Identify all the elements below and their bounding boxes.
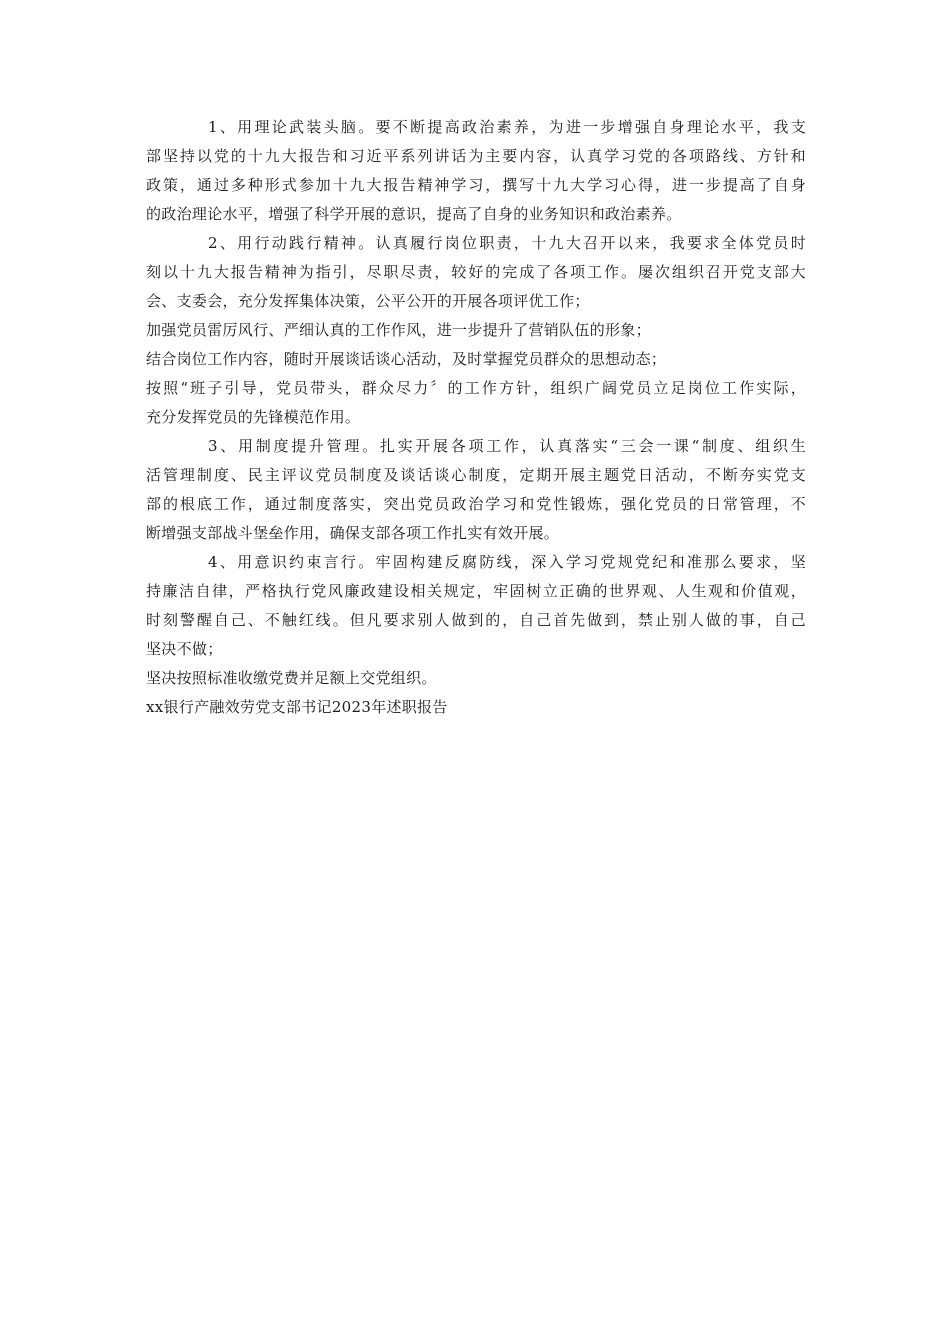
text-line-3: 政策，通过多种形式参加十九大报告精神学习，撰写十九大学习心得，进一步提高了自身 — [146, 176, 806, 194]
text-line-7: 会、支委会，充分发挥集体决策，公平公开的开展各项评优工作； — [146, 292, 590, 310]
text-line-10: 按照“班子引导，党员带头，群众尽力〞的工作方针，组织广阔党员立足岗位工作实际， — [146, 379, 806, 397]
text-line-5: 2、用行动践行精神。认真履行岗位职责，十九大召开以来，我要求全体党员时 — [208, 234, 806, 252]
text-line-17: 持廉洁自律，严格执行党风廉政建设相关规定，牢固树立正确的世界观、人生观和价值观， — [146, 582, 806, 600]
text-line-8: 加强党员雷厉风行、严细认真的工作作风，进一步提升了营销队伍的形象； — [146, 321, 651, 339]
text-line-6: 刻以十九大报告精神为指引，尽职尽责，较好的完成了各项工作。屡次组织召开党支部大 — [146, 263, 806, 281]
text-line-15: 断增强支部战斗堡垒作用，确保支部各项工作扎实有效开展。 — [146, 524, 560, 542]
text-line-14: 部的根底工作，通过制度落实，突出党员政治学习和党性锻炼，强化党员的日常管理，不 — [146, 495, 806, 513]
document-body — [146, 113, 806, 722]
text-line-2: 部坚持以党的十九大报告和习近平系列讲话为主要内容，认真学习党的各项路线、方针和 — [146, 147, 806, 165]
text-line-20: 坚决按照标准收缴党费并足额上交党组织。 — [146, 669, 437, 687]
text-line-16: 4、用意识约束言行。牢固构建反腐防线，深入学习党规党纪和准那么要求，坚 — [208, 553, 806, 571]
report-title-line: xx银行产融效劳党支部书记2023年述职报告 — [146, 698, 448, 716]
text-line-18: 时刻警醒自己、不触红线。但凡要求别人做到的，自己首先做到，禁止别人做的事，自己 — [146, 611, 806, 629]
text-line-13: 活管理制度、民主评议党员制度及谈话谈心制度，定期开展主题党日活动，不断夯实党支 — [146, 466, 806, 484]
text-line-4: 的政治理论水平，增强了科学开展的意识，提高了自身的业务知识和政治素养。 — [146, 205, 682, 223]
text-line-11: 充分发挥党员的先锋模范作用。 — [146, 408, 361, 426]
text-line-1: 1、用理论武装头脑。要不断提高政治素养，为进一步增强自身理论水平，我支 — [208, 118, 806, 136]
text-line-19: 坚决不做； — [146, 640, 223, 658]
text-line-12: 3、用制度提升管理。扎实开展各项工作，认真落实“三会一课“制度、组织生 — [208, 437, 806, 455]
text-line-9: 结合岗位工作内容，随时开展谈话谈心活动，及时掌握党员群众的思想动态； — [146, 350, 667, 368]
